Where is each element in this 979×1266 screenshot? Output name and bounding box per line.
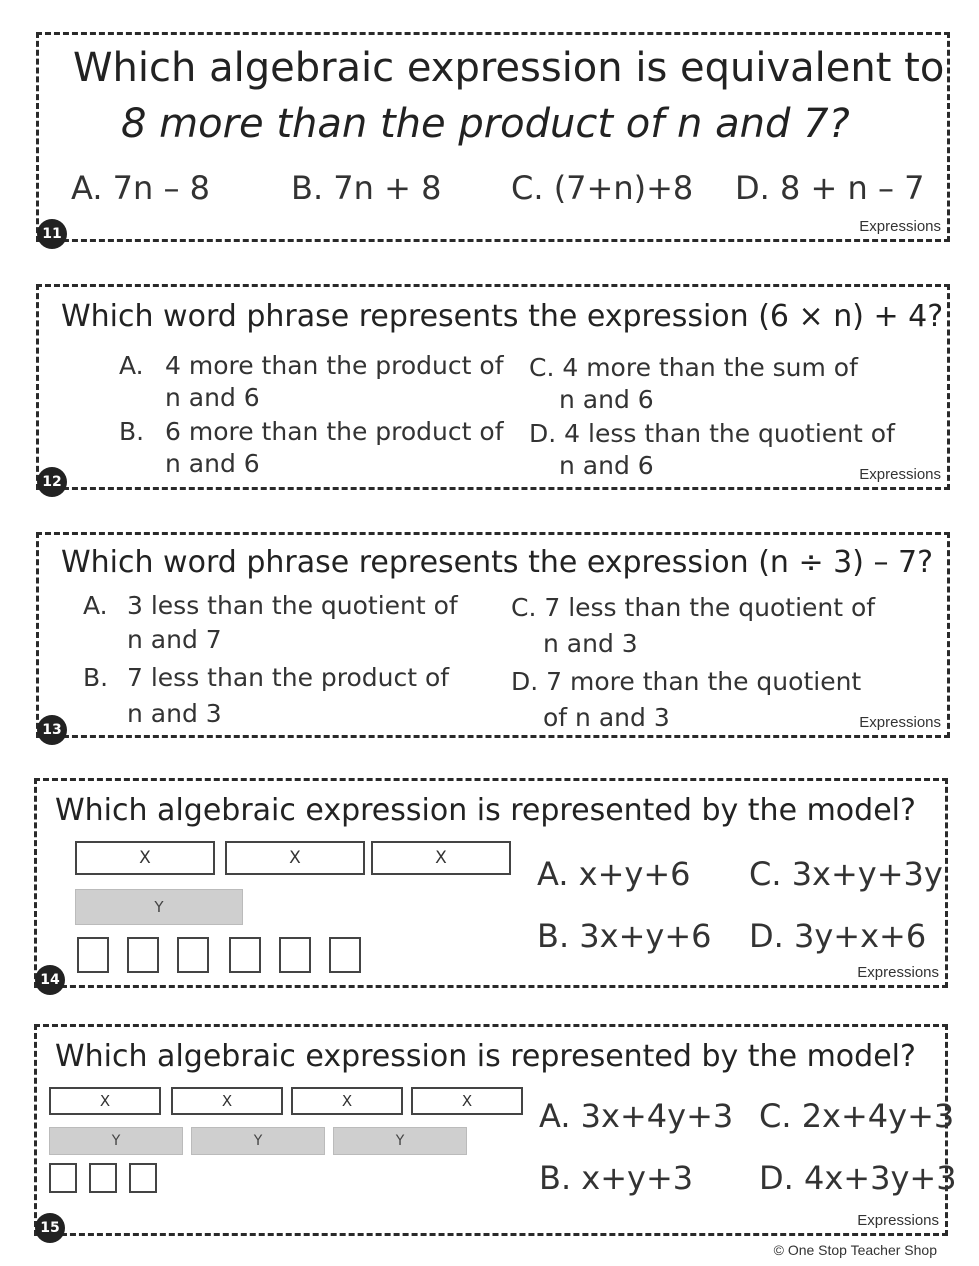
y-tile-label: Y xyxy=(111,1133,121,1149)
category-tag: Expressions xyxy=(859,466,941,483)
x-tile xyxy=(371,841,511,875)
x-tile xyxy=(49,1087,161,1115)
unit-tile xyxy=(329,937,361,973)
x-tile xyxy=(171,1087,283,1115)
question-line-2: 8 more than the product of n and 7? xyxy=(121,101,850,147)
x-tile-label: X xyxy=(435,848,447,868)
y-tile xyxy=(191,1127,325,1155)
option-b-line2[interactable]: n and 6 xyxy=(165,449,260,478)
question-text: Which algebraic expression is represented by the model? xyxy=(55,793,916,828)
option-b[interactable]: B. 3x+y+6 xyxy=(537,917,712,955)
x-tile-label: X xyxy=(341,1092,353,1110)
card-number-badge: 13 xyxy=(37,715,67,745)
option-b-letter[interactable]: B. xyxy=(83,663,109,692)
option-c-line1[interactable]: C. 4 more than the sum of xyxy=(529,353,858,382)
x-tile-label: X xyxy=(139,848,151,868)
task-card-11 xyxy=(36,32,950,242)
unit-tile xyxy=(127,937,159,973)
card-number-badge: 11 xyxy=(37,219,67,249)
option-b-line1[interactable]: 6 more than the product of xyxy=(165,417,504,446)
option-a-letter[interactable]: A. xyxy=(119,351,144,380)
option-a-line1[interactable]: 4 more than the product of xyxy=(165,351,504,380)
x-tile xyxy=(291,1087,403,1115)
option-b-line2[interactable]: n and 3 xyxy=(127,699,222,728)
x-tile-label: X xyxy=(99,1092,111,1110)
question-line-1: Which algebraic expression is equivalent to xyxy=(73,45,945,91)
category-tag: Expressions xyxy=(857,1212,939,1229)
question-text: Which algebraic expression is represented by the model? xyxy=(55,1039,916,1074)
category-tag: Expressions xyxy=(859,714,941,731)
unit-tile xyxy=(177,937,209,973)
option-c-line2[interactable]: n and 3 xyxy=(543,629,638,658)
card-number-badge: 12 xyxy=(37,467,67,497)
option-d-line1[interactable]: D. 4 less than the quotient of xyxy=(529,419,895,448)
card-number-badge: 14 xyxy=(35,965,65,995)
task-card-14 xyxy=(34,778,948,988)
option-a-line1[interactable]: 3 less than the quotient of xyxy=(127,591,458,620)
option-b[interactable]: B. 7n + 8 xyxy=(291,169,442,207)
option-d-line1[interactable]: D. 7 more than the quotient xyxy=(511,667,862,696)
option-a-line2[interactable]: n and 7 xyxy=(127,625,222,654)
y-tile-label: Y xyxy=(395,1133,405,1149)
option-a[interactable]: A. x+y+6 xyxy=(537,855,691,893)
unit-tile xyxy=(279,937,311,973)
task-card-15 xyxy=(34,1024,957,1236)
y-tile-label: Y xyxy=(253,1133,263,1149)
option-a-letter[interactable]: A. xyxy=(83,591,108,620)
option-d-line2[interactable]: n and 6 xyxy=(559,451,654,480)
option-b-line1[interactable]: 7 less than the product of xyxy=(127,663,450,692)
y-tile xyxy=(49,1127,183,1155)
option-c-line2[interactable]: n and 6 xyxy=(559,385,654,414)
x-tile-label: X xyxy=(289,848,301,868)
question-text: Which word phrase represents the expression (6 × n) + 4? xyxy=(61,299,944,334)
y-tile xyxy=(333,1127,467,1155)
option-d[interactable]: D. 3y+x+6 xyxy=(749,917,927,955)
option-b-letter[interactable]: B. xyxy=(119,417,145,446)
category-tag: Expressions xyxy=(857,964,939,981)
option-a[interactable]: A. 7n – 8 xyxy=(71,169,211,207)
x-tile xyxy=(225,841,365,875)
category-tag: Expressions xyxy=(859,218,941,235)
y-tile xyxy=(75,889,243,925)
unit-tile xyxy=(89,1163,117,1193)
x-tile-label: X xyxy=(221,1092,233,1110)
option-a-line2[interactable]: n and 6 xyxy=(165,383,260,412)
option-c[interactable]: C. (7+n)+8 xyxy=(511,169,694,207)
x-tile xyxy=(75,841,215,875)
copyright-footer: © One Stop Teacher Shop xyxy=(773,1242,937,1258)
x-tile xyxy=(411,1087,523,1115)
unit-tile xyxy=(229,937,261,973)
option-c-line1[interactable]: C. 7 less than the quotient of xyxy=(511,593,876,622)
unit-tile xyxy=(129,1163,157,1193)
option-d-line2[interactable]: of n and 3 xyxy=(543,703,670,732)
unit-tile xyxy=(77,937,109,973)
option-d[interactable]: D. 8 + n – 7 xyxy=(735,169,925,207)
task-card-12 xyxy=(36,284,950,490)
question-text: Which word phrase represents the expression (n ÷ 3) – 7? xyxy=(61,545,933,580)
y-tile-label: Y xyxy=(154,898,164,916)
option-a[interactable]: A. 3x+4y+3 xyxy=(539,1097,734,1135)
option-d[interactable]: D. 4x+3y+3 xyxy=(759,1159,957,1197)
option-c[interactable]: C. 3x+y+3y xyxy=(749,855,943,893)
task-card-13 xyxy=(36,532,950,738)
option-c[interactable]: C. 2x+4y+3 xyxy=(759,1097,955,1135)
option-b[interactable]: B. x+y+3 xyxy=(539,1159,694,1197)
card-number-badge: 15 xyxy=(35,1213,65,1243)
x-tile-label: X xyxy=(461,1092,473,1110)
unit-tile xyxy=(49,1163,77,1193)
